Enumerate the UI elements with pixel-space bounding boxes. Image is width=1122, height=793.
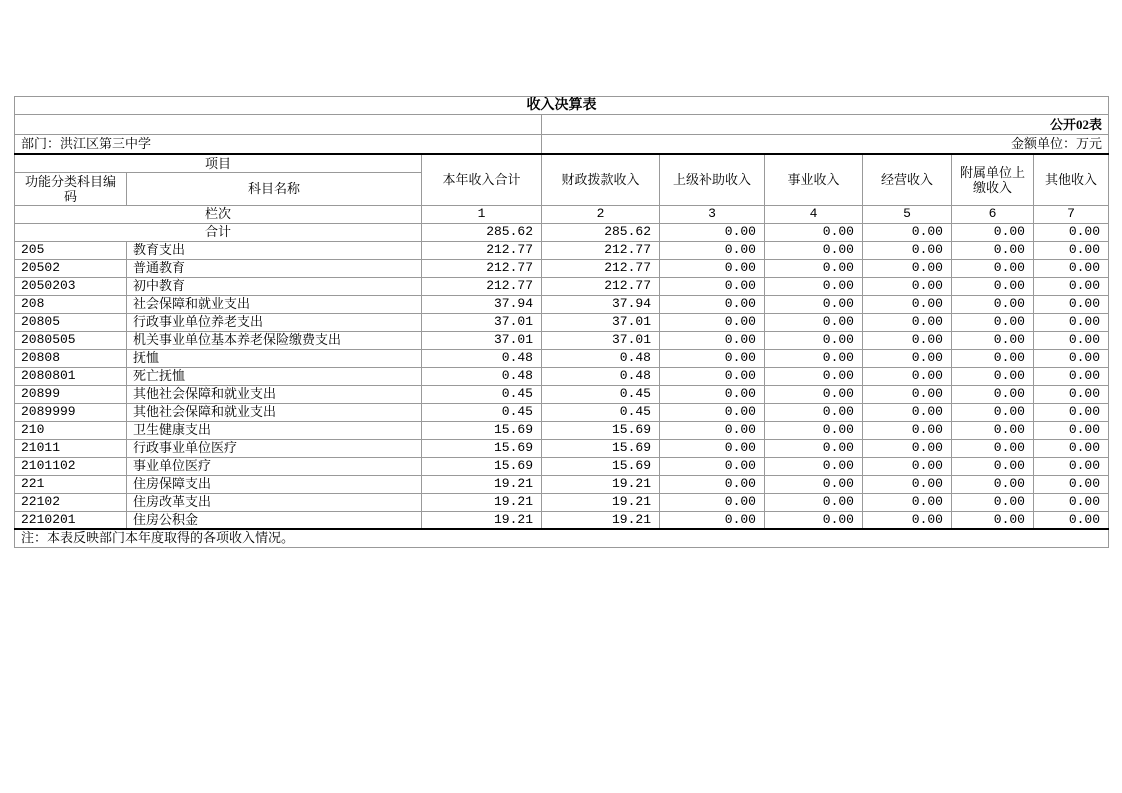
row-value: 0.00 xyxy=(1034,457,1109,475)
row-value: 0.00 xyxy=(660,385,765,403)
row-value: 212.77 xyxy=(422,277,542,295)
total-value: 0.00 xyxy=(660,223,765,241)
total-value: 285.62 xyxy=(542,223,660,241)
row-name: 行政事业单位养老支出 xyxy=(127,313,422,331)
table-row xyxy=(15,421,1109,439)
row-value: 15.69 xyxy=(422,439,542,457)
amount-unit-label: 金额单位：万元 xyxy=(542,135,1109,154)
row-code: 22102 xyxy=(15,493,127,511)
row-name: 普通教育 xyxy=(127,259,422,277)
row-value: 0.00 xyxy=(952,277,1034,295)
row-value: 0.00 xyxy=(660,403,765,421)
total-row xyxy=(15,223,1109,241)
row-value: 0.00 xyxy=(952,241,1034,259)
row-value: 0.00 xyxy=(765,475,863,493)
column-index-5: 5 xyxy=(863,205,952,223)
row-value: 19.21 xyxy=(542,493,660,511)
row-value: 0.00 xyxy=(765,259,863,277)
row-code: 20808 xyxy=(15,349,127,367)
table-title: 收入决算表 xyxy=(15,97,1109,115)
row-code: 221 xyxy=(15,475,127,493)
sheet-number-empty-cell xyxy=(15,115,542,135)
row-value: 0.00 xyxy=(765,331,863,349)
row-value: 0.00 xyxy=(660,457,765,475)
row-code: 205 xyxy=(15,241,127,259)
row-value: 212.77 xyxy=(542,259,660,277)
row-value: 0.00 xyxy=(765,241,863,259)
row-value: 0.00 xyxy=(952,457,1034,475)
row-value: 0.00 xyxy=(660,439,765,457)
row-value: 0.00 xyxy=(952,259,1034,277)
row-code: 210 xyxy=(15,421,127,439)
row-value: 0.00 xyxy=(660,475,765,493)
column-header-fiscal-appropriation: 财政拨款收入 xyxy=(542,154,660,206)
row-value: 0.00 xyxy=(1034,493,1109,511)
row-name: 其他社会保障和就业支出 xyxy=(127,403,422,421)
row-value: 0.00 xyxy=(1034,403,1109,421)
row-value: 0.45 xyxy=(542,403,660,421)
row-value: 0.00 xyxy=(1034,367,1109,385)
row-value: 212.77 xyxy=(542,277,660,295)
table-note: 注：本表反映部门本年度取得的各项收入情况。 xyxy=(15,529,1109,547)
row-value: 0.00 xyxy=(863,295,952,313)
column-header-total-income: 本年收入合计 xyxy=(422,154,542,206)
table-row xyxy=(15,295,1109,313)
total-value: 0.00 xyxy=(952,223,1034,241)
row-value: 0.00 xyxy=(660,349,765,367)
row-name: 住房改革支出 xyxy=(127,493,422,511)
row-value: 0.00 xyxy=(1034,439,1109,457)
row-value: 37.01 xyxy=(422,313,542,331)
row-value: 37.01 xyxy=(422,331,542,349)
table-row xyxy=(15,511,1109,529)
row-value: 37.94 xyxy=(542,295,660,313)
row-value: 0.00 xyxy=(952,385,1034,403)
row-value: 0.00 xyxy=(863,439,952,457)
row-value: 0.48 xyxy=(422,349,542,367)
table-row xyxy=(15,349,1109,367)
row-value: 0.45 xyxy=(542,385,660,403)
column-header-business-income: 事业收入 xyxy=(765,154,863,206)
row-value: 0.00 xyxy=(1034,241,1109,259)
row-value: 0.00 xyxy=(765,493,863,511)
row-value: 0.00 xyxy=(952,439,1034,457)
row-name: 其他社会保障和就业支出 xyxy=(127,385,422,403)
row-name: 行政事业单位医疗 xyxy=(127,439,422,457)
row-value: 0.00 xyxy=(863,385,952,403)
table-row xyxy=(15,259,1109,277)
row-value: 0.48 xyxy=(542,349,660,367)
table-row xyxy=(15,367,1109,385)
row-value: 19.21 xyxy=(422,511,542,529)
row-value: 0.00 xyxy=(765,313,863,331)
row-name: 卫生健康支出 xyxy=(127,421,422,439)
row-value: 0.00 xyxy=(952,295,1034,313)
header-name-label: 科目名称 xyxy=(127,172,422,205)
row-value: 19.21 xyxy=(542,475,660,493)
row-value: 0.00 xyxy=(660,421,765,439)
row-value: 0.00 xyxy=(952,313,1034,331)
row-name: 事业单位医疗 xyxy=(127,457,422,475)
sheet-number-row xyxy=(15,115,1109,135)
row-value: 0.00 xyxy=(660,313,765,331)
row-value: 15.69 xyxy=(542,439,660,457)
row-code: 2050203 xyxy=(15,277,127,295)
row-value: 0.00 xyxy=(1034,331,1109,349)
row-value: 212.77 xyxy=(422,241,542,259)
column-index-2: 2 xyxy=(542,205,660,223)
row-value: 0.00 xyxy=(952,331,1034,349)
row-value: 0.00 xyxy=(1034,511,1109,529)
data-rows xyxy=(15,241,1109,529)
table-row xyxy=(15,331,1109,349)
table-row xyxy=(15,439,1109,457)
column-index-4: 4 xyxy=(765,205,863,223)
row-code: 208 xyxy=(15,295,127,313)
row-value: 0.00 xyxy=(863,367,952,385)
row-value: 0.00 xyxy=(863,511,952,529)
row-code: 2089999 xyxy=(15,403,127,421)
row-name: 机关事业单位基本养老保险缴费支出 xyxy=(127,331,422,349)
total-value: 0.00 xyxy=(1034,223,1109,241)
row-value: 15.69 xyxy=(542,421,660,439)
row-value: 15.69 xyxy=(542,457,660,475)
row-value: 0.00 xyxy=(765,457,863,475)
row-name: 住房保障支出 xyxy=(127,475,422,493)
row-value: 0.45 xyxy=(422,403,542,421)
row-value: 0.00 xyxy=(863,403,952,421)
row-value: 19.21 xyxy=(422,493,542,511)
row-value: 0.00 xyxy=(660,277,765,295)
row-value: 0.00 xyxy=(1034,421,1109,439)
row-value: 0.00 xyxy=(660,331,765,349)
table-row xyxy=(15,457,1109,475)
row-value: 0.00 xyxy=(765,511,863,529)
row-value: 15.69 xyxy=(422,421,542,439)
row-code: 2101102 xyxy=(15,457,127,475)
column-index-row xyxy=(15,205,1109,223)
row-value: 0.48 xyxy=(422,367,542,385)
sheet-number-label: 公开02表 xyxy=(542,115,1109,135)
row-name: 抚恤 xyxy=(127,349,422,367)
row-name: 初中教育 xyxy=(127,277,422,295)
row-value: 0.00 xyxy=(863,475,952,493)
table-row xyxy=(15,475,1109,493)
row-code: 2080801 xyxy=(15,367,127,385)
column-index-3: 3 xyxy=(660,205,765,223)
row-name: 社会保障和就业支出 xyxy=(127,295,422,313)
row-value: 0.00 xyxy=(1034,475,1109,493)
column-index-7: 7 xyxy=(1034,205,1109,223)
total-label: 合计 xyxy=(15,223,422,241)
row-value: 0.00 xyxy=(660,241,765,259)
row-value: 0.00 xyxy=(765,277,863,295)
table-row xyxy=(15,241,1109,259)
row-value: 0.00 xyxy=(765,349,863,367)
row-code: 20502 xyxy=(15,259,127,277)
header-row-group xyxy=(15,154,1109,173)
row-value: 0.00 xyxy=(765,367,863,385)
table-row xyxy=(15,313,1109,331)
row-value: 212.77 xyxy=(542,241,660,259)
row-value: 0.00 xyxy=(863,313,952,331)
row-value: 0.00 xyxy=(863,331,952,349)
row-value: 0.00 xyxy=(863,493,952,511)
row-code: 21011 xyxy=(15,439,127,457)
row-value: 0.00 xyxy=(863,457,952,475)
row-value: 0.00 xyxy=(863,259,952,277)
row-value: 0.00 xyxy=(1034,295,1109,313)
column-header-other-income: 其他收入 xyxy=(1034,154,1109,206)
row-value: 0.00 xyxy=(1034,277,1109,295)
row-code: 2210201 xyxy=(15,511,127,529)
row-value: 19.21 xyxy=(542,511,660,529)
row-value: 0.00 xyxy=(660,511,765,529)
column-index-label: 栏次 xyxy=(15,205,422,223)
row-value: 0.00 xyxy=(952,493,1034,511)
row-value: 212.77 xyxy=(422,259,542,277)
column-header-affiliated-remit: 附属单位上缴收入 xyxy=(952,154,1034,206)
row-value: 0.00 xyxy=(952,367,1034,385)
row-value: 0.48 xyxy=(542,367,660,385)
row-value: 0.00 xyxy=(1034,349,1109,367)
row-value: 0.00 xyxy=(952,475,1034,493)
table-row xyxy=(15,403,1109,421)
row-value: 0.00 xyxy=(660,259,765,277)
row-value: 0.00 xyxy=(863,241,952,259)
total-value: 0.00 xyxy=(765,223,863,241)
row-name: 住房公积金 xyxy=(127,511,422,529)
table-row xyxy=(15,277,1109,295)
total-value: 285.62 xyxy=(422,223,542,241)
header-item-group: 项目 xyxy=(15,154,422,173)
row-value: 0.00 xyxy=(765,439,863,457)
table-row xyxy=(15,385,1109,403)
row-code: 2080505 xyxy=(15,331,127,349)
row-code: 20805 xyxy=(15,313,127,331)
row-value: 37.94 xyxy=(422,295,542,313)
row-value: 0.45 xyxy=(422,385,542,403)
row-value: 0.00 xyxy=(863,349,952,367)
row-value: 0.00 xyxy=(660,493,765,511)
row-value: 0.00 xyxy=(1034,313,1109,331)
row-name: 教育支出 xyxy=(127,241,422,259)
row-value: 0.00 xyxy=(952,421,1034,439)
row-value: 37.01 xyxy=(542,331,660,349)
row-value: 15.69 xyxy=(422,457,542,475)
column-index-6: 6 xyxy=(952,205,1034,223)
row-value: 0.00 xyxy=(660,367,765,385)
row-value: 0.00 xyxy=(765,295,863,313)
row-value: 0.00 xyxy=(952,403,1034,421)
row-value: 0.00 xyxy=(765,385,863,403)
total-value: 0.00 xyxy=(863,223,952,241)
row-value: 37.01 xyxy=(542,313,660,331)
row-value: 19.21 xyxy=(422,475,542,493)
table-row xyxy=(15,493,1109,511)
row-value: 0.00 xyxy=(863,277,952,295)
title-row xyxy=(15,97,1109,115)
department-row xyxy=(15,135,1109,154)
row-value: 0.00 xyxy=(660,295,765,313)
row-value: 0.00 xyxy=(952,349,1034,367)
row-value: 0.00 xyxy=(765,421,863,439)
revenue-final-accounts-table xyxy=(14,96,1109,548)
row-value: 0.00 xyxy=(1034,259,1109,277)
column-index-1: 1 xyxy=(422,205,542,223)
note-row xyxy=(15,529,1109,547)
header-code-label: 功能分类科目编码 xyxy=(15,172,127,205)
row-value: 0.00 xyxy=(863,421,952,439)
department-label: 部门：洪江区第三中学 xyxy=(15,135,542,154)
row-code: 20899 xyxy=(15,385,127,403)
row-value: 0.00 xyxy=(765,403,863,421)
row-value: 0.00 xyxy=(1034,385,1109,403)
row-name: 死亡抚恤 xyxy=(127,367,422,385)
column-header-superior-subsidy: 上级补助收入 xyxy=(660,154,765,206)
row-value: 0.00 xyxy=(952,511,1034,529)
column-header-operating-income: 经营收入 xyxy=(863,154,952,206)
